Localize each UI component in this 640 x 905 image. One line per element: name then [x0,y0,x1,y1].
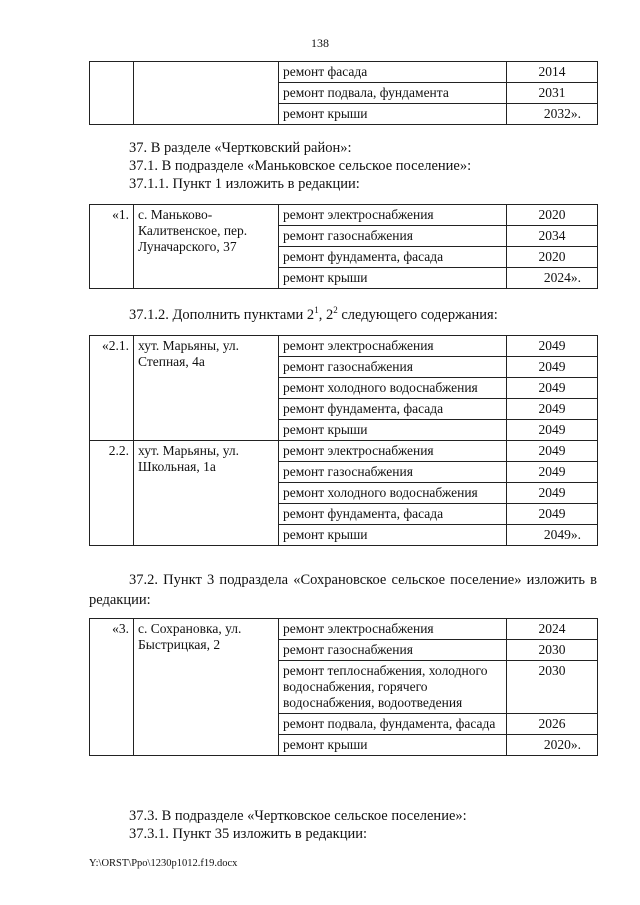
year-cell: 2020». [507,735,598,756]
year-cell: 2031 [507,83,598,104]
year-cell: 2049 [507,420,598,441]
work-cell: ремонт теплоснабжения, холодного водоснабжения, горячего водоснабжения, водоотведения [279,661,507,714]
address-cell: с. Сохрановка, ул. Быстрицкая, 2 [134,619,279,756]
work-cell: ремонт электроснабжения [279,205,507,226]
superscript: 1 [314,305,319,316]
work-cell: ремонт крыши [279,104,507,125]
address-cell [134,62,279,125]
para-text: 37.1.2. Дополнить пунктами 2 [129,307,315,323]
year-cell: 2049». [507,525,598,546]
paragraph-37-1-2 [129,307,498,324]
work-cell: ремонт электроснабжения [279,441,507,462]
year-cell: 2014 [507,62,598,83]
work-cell: ремонт электроснабжения [279,336,507,357]
year-cell: 2020 [507,205,598,226]
work-cell: ремонт электроснабжения [279,619,507,640]
year-cell: 2049 [507,462,598,483]
paragraph-37-3-1: 37.3.1. Пункт 35 изложить в редакции: [129,826,368,842]
work-cell: ремонт фасада [279,62,507,83]
table-row [90,441,598,462]
superscript: 2 [333,305,338,316]
work-cell: ремонт крыши [279,525,507,546]
para-text: следующего содержания: [337,307,498,323]
paragraph-37-1: 37.1. В подразделе «Маньковское сельское поселение»: [129,158,472,174]
num-cell: «1. [90,205,134,289]
table-items-2-1-2-2 [89,335,598,546]
year-cell: 2034 [507,226,598,247]
table-top-continuation [89,61,598,125]
num-cell: «3. [90,619,134,756]
year-cell: 2032». [507,104,598,125]
work-cell: ремонт крыши [279,268,507,289]
table-row [90,336,598,357]
year-cell: 2026 [507,714,598,735]
year-cell: 2024 [507,619,598,640]
num-cell: «2.1. [90,336,134,441]
work-cell: ремонт газоснабжения [279,357,507,378]
num-cell [90,62,134,125]
work-cell: ремонт газоснабжения [279,462,507,483]
year-cell: 2049 [507,357,598,378]
paragraph-37-3: 37.3. В подразделе «Чертковское сельское поселение»: [129,808,467,824]
table-row [90,619,598,640]
num-cell: 2.2. [90,441,134,546]
year-cell: 2020 [507,247,598,268]
year-cell: 2024». [507,268,598,289]
address-cell: с. Маньково-Калитвенское, пер. Луначарского, 37 [134,205,279,289]
year-cell: 2049 [507,504,598,525]
work-cell: ремонт подвала, фундамента [279,83,507,104]
work-cell: ремонт фундамента, фасада [279,504,507,525]
year-cell: 2049 [507,378,598,399]
year-cell: 2030 [507,640,598,661]
address-cell: хут. Марьяны, ул. Школьная, 1а [134,441,279,546]
year-cell: 2049 [507,483,598,504]
year-cell: 2030 [507,661,598,714]
paragraph-37-2: 37.2. Пункт 3 подраздела «Сохрановское сельское поселение» изложить в редакции: [89,572,597,608]
work-cell: ремонт газоснабжения [279,640,507,661]
year-cell: 2049 [507,336,598,357]
table-item-1 [89,204,598,289]
footer-file-path: Y:\ORST\Ppo\1230p1012.f19.docx [89,858,238,869]
work-cell: ремонт подвала, фундамента, фасада [279,714,507,735]
para-text: , 2 [318,307,334,323]
work-cell: ремонт холодного водоснабжения [279,483,507,504]
work-cell: ремонт фундамента, фасада [279,399,507,420]
work-cell: ремонт крыши [279,735,507,756]
paragraph-37-1-1: 37.1.1. Пункт 1 изложить в редакции: [129,176,360,192]
year-cell: 2049 [507,441,598,462]
work-cell: ремонт газоснабжения [279,226,507,247]
address-cell: хут. Марьяны, ул. Степная, 4а [134,336,279,441]
table-row [90,62,598,83]
work-cell: ремонт холодного водоснабжения [279,378,507,399]
year-cell: 2049 [507,399,598,420]
work-cell: ремонт крыши [279,420,507,441]
paragraph-37: 37. В разделе «Чертковский район»: [129,140,352,156]
table-item-3 [89,618,598,756]
work-cell: ремонт фундамента, фасада [279,247,507,268]
table-row [90,205,598,226]
page-number: 138 [311,36,329,50]
